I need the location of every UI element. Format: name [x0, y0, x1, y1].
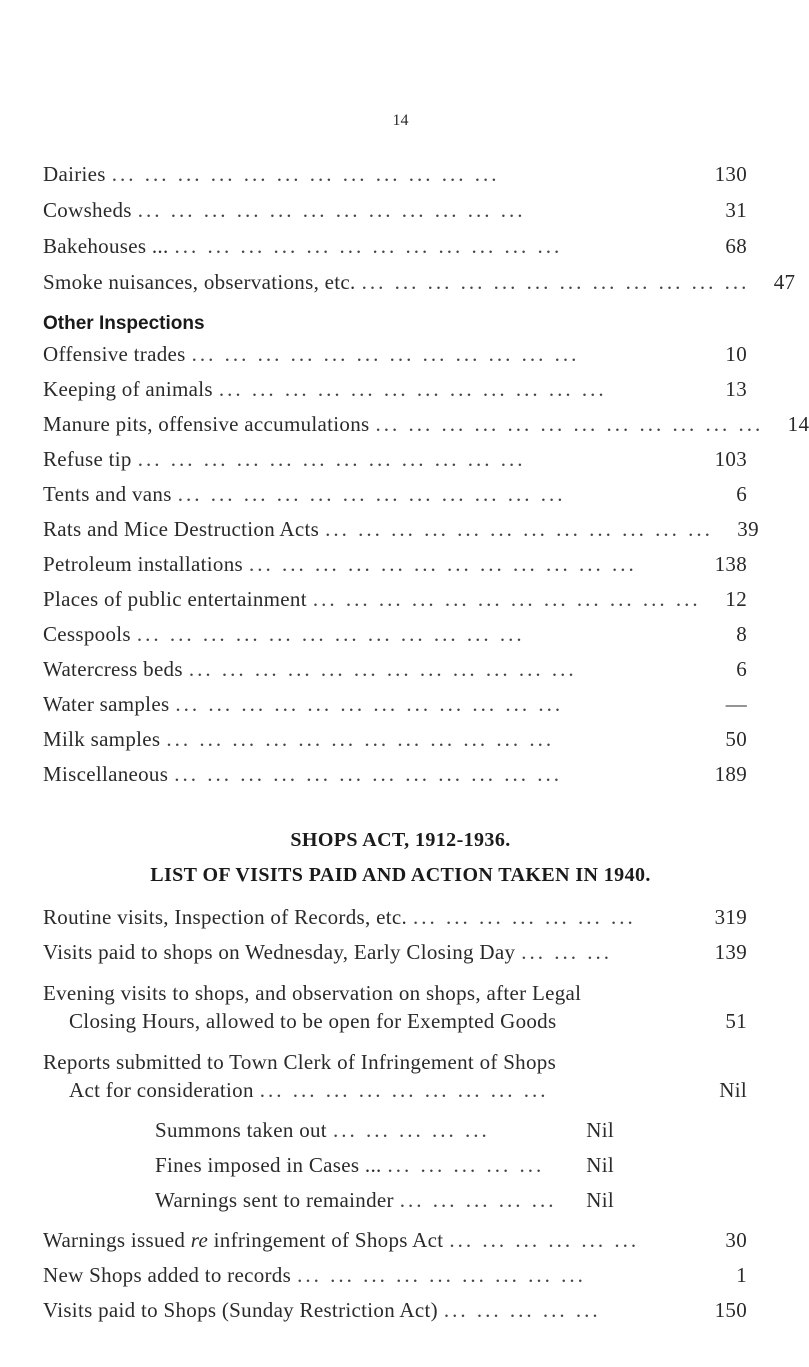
item-value: 50	[725, 727, 747, 751]
item-label: Keeping of animals	[43, 377, 213, 401]
item-value: 13	[725, 377, 747, 401]
dot-leader: ... ... ... ... ... ... ... ... ... ... ... ...	[248, 552, 637, 576]
list-item	[43, 940, 747, 970]
item-value: 47	[773, 270, 796, 294]
item-value: Nil	[586, 1118, 614, 1142]
list-item	[155, 1188, 614, 1218]
item-label: Water samples	[43, 692, 170, 716]
list-item	[43, 517, 759, 547]
list-item	[43, 412, 809, 442]
list-item	[155, 1118, 614, 1148]
list-item	[155, 1153, 614, 1183]
item-value: 319	[714, 905, 747, 929]
item-value: 1	[736, 1263, 747, 1287]
dot-leader: ... ... ... ... ... ... ... ... ... ... ... ...	[174, 234, 563, 258]
item-label: Offensive trades	[43, 342, 186, 366]
list-item	[43, 727, 747, 757]
dot-leader: ... ... ... ... ... ... ...	[413, 905, 636, 929]
item-value: 138	[714, 552, 747, 576]
item-label: Miscellaneous	[43, 762, 169, 786]
item-label: Bakehouses ...	[43, 234, 169, 258]
item-value: 139	[714, 940, 747, 964]
page-number: 14	[392, 112, 409, 129]
list-item	[43, 552, 747, 582]
item-label	[43, 1228, 443, 1253]
dot-leader: ... ... ... ... ... ...	[449, 1228, 640, 1252]
item-value: 103	[714, 447, 747, 471]
list-item	[43, 198, 747, 228]
item-label: Rats and Mice Destruction Acts	[43, 517, 320, 541]
dot-leader: ... ... ... ... ... ... ... ... ... ... ... ...	[111, 162, 500, 186]
item-label: Summons taken out	[155, 1118, 327, 1142]
item-label: Act for consideration	[69, 1078, 254, 1102]
paragraph-line: Evening visits to shops, and observation on shops, after Legal	[43, 981, 582, 1005]
dot-leader: ... ... ... ... ... ... ... ... ... ... ... ...	[174, 762, 562, 786]
list-item	[43, 1228, 747, 1258]
list-item	[43, 692, 747, 722]
item-value: 12	[725, 587, 747, 611]
dot-leader: ... ... ... ... ... ... ... ... ... ... ... ...	[218, 377, 607, 401]
dot-leader: ... ... ... ... ... ... ... ... ... ... ... ...	[191, 342, 580, 366]
section-heading: Other Inspections	[43, 313, 205, 334]
item-value: 189	[714, 762, 747, 786]
item-label: Fines imposed in Cases ...	[155, 1153, 382, 1177]
list-item	[69, 1078, 747, 1103]
item-value: 68	[725, 234, 747, 258]
dot-leader: ... ... ... ... ... ... ... ... ...	[297, 1263, 586, 1287]
dot-leader: ... ... ... ... ... ... ... ... ... ... ... ...	[175, 692, 564, 716]
list-item	[43, 162, 747, 192]
list-item	[43, 587, 747, 617]
list-item	[43, 377, 747, 407]
item-value: 6	[736, 482, 747, 506]
item-label: Warnings sent to remainder	[155, 1188, 394, 1212]
dot-leader: ... ... ... ... ... ... ... ... ... ... ... ...	[361, 270, 750, 294]
item-label: New Shops added to records	[43, 1263, 292, 1287]
dot-leader: ... ... ... ... ... ... ... ... ... ... ... ...	[166, 727, 555, 751]
item-value: 30	[725, 1228, 747, 1252]
item-value: 39	[737, 517, 759, 541]
dot-leader: ... ... ... ... ... ... ... ... ...	[259, 1078, 549, 1102]
dot-leader: ... ... ... ... ...	[332, 1118, 490, 1142]
item-label: Cowsheds	[43, 198, 132, 222]
item-label: Milk samples	[43, 727, 161, 751]
item-value: 14	[787, 412, 809, 436]
dot-leader: ... ... ... ... ... ... ... ... ... ... ... ...	[137, 447, 526, 471]
dot-leader: ... ... ... ... ... ... ... ... ... ... ... ...	[375, 412, 764, 436]
list-item	[43, 905, 747, 935]
dot-leader: ... ... ... ... ...	[399, 1188, 557, 1212]
item-label: Places of public entertainment	[43, 587, 307, 611]
item-label: Manure pits, offensive accumulations	[43, 412, 370, 436]
dot-leader: ... ... ... ... ... ... ... ... ... ... ... ...	[177, 482, 566, 506]
dot-leader: ... ... ... ... ... ... ... ... ... ... ... ...	[137, 198, 526, 222]
dot-leader: ... ... ... ... ... ... ... ... ... ... ... ...	[136, 622, 525, 646]
item-value: Nil	[586, 1188, 614, 1212]
list-item	[43, 622, 747, 652]
dot-leader: ... ... ... ... ...	[443, 1298, 601, 1322]
item-value: 6	[736, 657, 747, 681]
item-value: —	[725, 692, 747, 716]
dot-leader: ... ... ... ... ... ... ... ... ... ... ... ...	[188, 657, 577, 681]
list-item	[43, 342, 747, 372]
label-part-italic: re	[190, 1228, 209, 1252]
list-item	[69, 1009, 747, 1034]
dot-leader: ... ... ... ... ... ... ... ... ... ... ... ...	[325, 517, 713, 541]
item-value: 51	[725, 1009, 747, 1033]
item-value: 150	[714, 1298, 747, 1322]
list-item	[43, 762, 747, 792]
label-part: infringement of Shops Act	[208, 1228, 444, 1252]
list-item	[43, 482, 747, 512]
label-part: Warnings issued	[43, 1228, 191, 1252]
item-value: Nil	[586, 1153, 614, 1177]
item-value: 31	[725, 198, 747, 222]
item-label: Tents and vans	[43, 482, 172, 506]
item-label: Watercress beds	[43, 657, 183, 681]
item-label: Refuse tip	[43, 447, 132, 471]
list-item	[43, 1298, 747, 1328]
dot-leader: ... ... ... ... ...	[387, 1153, 545, 1177]
dot-leader: ... ... ... ... ... ... ... ... ... ... ... ...	[312, 587, 701, 611]
paragraph-line: Reports submitted to Town Clerk of Infringement of Shops	[43, 1050, 557, 1074]
item-value: 130	[714, 162, 747, 186]
section-title: SHOPS ACT, 1912-1936.	[290, 829, 511, 851]
item-value: 8	[736, 622, 747, 646]
list-item	[43, 447, 747, 477]
item-label: Routine visits, Inspection of Records, etc.	[43, 905, 408, 929]
item-label: Petroleum installations	[43, 552, 243, 576]
item-label: Smoke nuisances, observations, etc.	[43, 270, 356, 294]
item-label: Dairies	[43, 162, 106, 186]
section-subtitle: LIST OF VISITS PAID AND ACTION TAKEN IN 1940.	[150, 864, 651, 886]
list-item	[43, 1263, 747, 1293]
item-value: Nil	[719, 1078, 747, 1102]
dot-leader: ... ... ...	[521, 940, 613, 964]
list-item	[43, 657, 747, 687]
list-item	[43, 234, 747, 264]
item-value: 10	[725, 342, 747, 366]
item-label: Closing Hours, allowed to be open for Exempted Goods	[69, 1009, 557, 1033]
list-item	[43, 270, 796, 300]
item-label: Visits paid to Shops (Sunday Restriction Act)	[43, 1298, 438, 1322]
item-label: Visits paid to shops on Wednesday, Early Closing Day	[43, 940, 516, 964]
item-label: Cesspools	[43, 622, 131, 646]
